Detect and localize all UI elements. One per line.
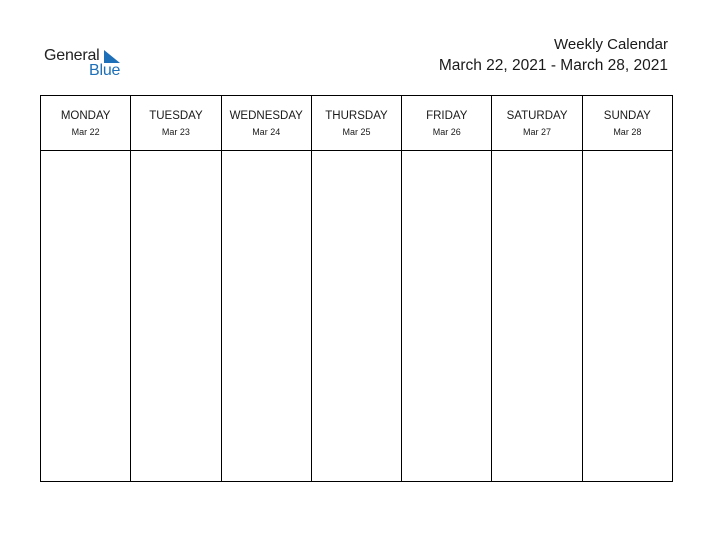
logo-text-blue: Blue bbox=[89, 62, 121, 79]
day-date: Mar 24 bbox=[252, 127, 281, 137]
day-column-tuesday bbox=[131, 96, 221, 481]
calendar-header bbox=[439, 35, 668, 77]
day-name: SATURDAY bbox=[506, 110, 568, 122]
generalblue-logo bbox=[44, 47, 134, 83]
day-column-monday bbox=[41, 96, 131, 481]
day-cell[interactable] bbox=[583, 151, 672, 481]
day-cell[interactable] bbox=[222, 151, 311, 481]
day-cell[interactable] bbox=[131, 151, 220, 481]
day-name: THURSDAY bbox=[325, 110, 388, 122]
day-column-thursday bbox=[312, 96, 402, 481]
day-column-friday bbox=[402, 96, 492, 481]
day-date: Mar 27 bbox=[523, 127, 552, 137]
day-column-wednesday bbox=[222, 96, 312, 481]
day-header bbox=[492, 96, 581, 151]
day-cell[interactable] bbox=[41, 151, 130, 481]
day-cell[interactable] bbox=[402, 151, 491, 481]
logo-text-general: General bbox=[44, 47, 100, 64]
calendar-title: Weekly Calendar bbox=[554, 36, 668, 53]
day-name: TUESDAY bbox=[149, 110, 203, 122]
day-column-saturday bbox=[492, 96, 582, 481]
day-header bbox=[402, 96, 491, 151]
day-date: Mar 23 bbox=[161, 127, 190, 137]
day-cell[interactable] bbox=[492, 151, 581, 481]
day-name: MONDAY bbox=[60, 110, 111, 122]
day-date: Mar 28 bbox=[613, 127, 642, 137]
calendar-date-range: March 22, 2021 - March 28, 2021 bbox=[438, 57, 668, 74]
day-date: Mar 22 bbox=[71, 127, 100, 137]
day-header bbox=[583, 96, 672, 151]
weekly-calendar-grid bbox=[40, 95, 673, 482]
day-date: Mar 26 bbox=[432, 127, 461, 137]
day-date: Mar 25 bbox=[342, 127, 371, 137]
day-column-sunday bbox=[583, 96, 672, 481]
day-name: FRIDAY bbox=[426, 110, 468, 122]
day-name: WEDNESDAY bbox=[229, 110, 303, 122]
day-name: SUNDAY bbox=[603, 110, 651, 122]
day-header bbox=[131, 96, 220, 151]
day-cell[interactable] bbox=[312, 151, 401, 481]
day-header bbox=[222, 96, 311, 151]
day-header bbox=[312, 96, 401, 151]
day-header bbox=[41, 96, 130, 151]
